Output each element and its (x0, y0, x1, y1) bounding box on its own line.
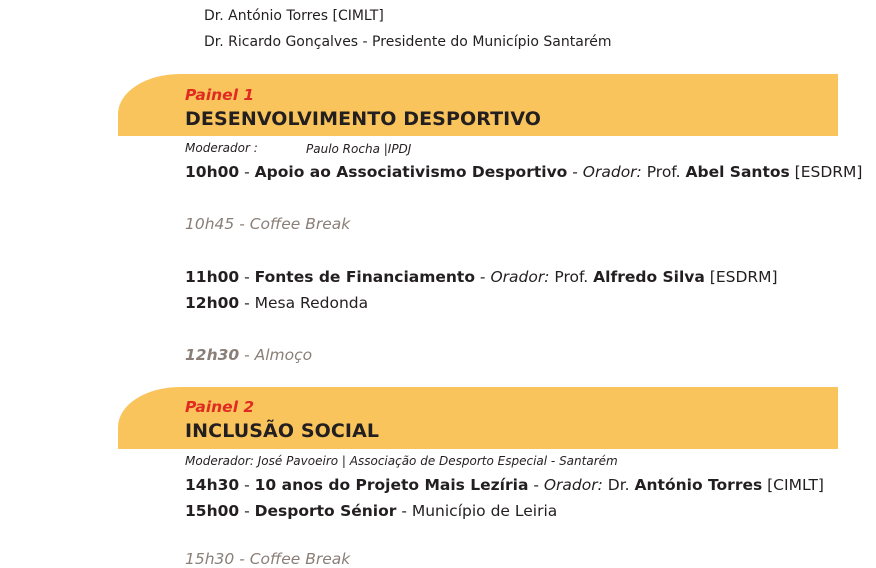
item-separator: - (239, 268, 255, 286)
speaker-name: Alfredo Silva (593, 268, 705, 286)
coffee-break-1045: 10h45 - Coffee Break (185, 215, 351, 233)
speaker-affiliation: [CIMLT] (762, 476, 824, 494)
item-time: 11h00 (185, 268, 240, 286)
item-time: 10h00 (185, 163, 240, 181)
panel-1-title: DESENVOLVIMENTO DESPORTIVO (185, 108, 542, 130)
item-title: 10 anos do Projeto Mais Lezíria (254, 476, 529, 494)
item-title: Desporto Sénior (254, 502, 397, 520)
speaker-prefix: Dr. (602, 476, 635, 494)
schedule-item-1500 (185, 502, 557, 520)
item-title: Apoio ao Associativismo Desportivo (254, 163, 568, 181)
item-time: 12h00 (185, 294, 240, 312)
speaker-affiliation: [ESDRM] (704, 268, 778, 286)
guest-2: Dr. Ricardo Gonçalves - Presidente do Município Santarém (204, 34, 612, 50)
lunch-label: - Almoço (239, 346, 313, 364)
schedule-item-1000 (185, 163, 862, 181)
speaker-label: Orador: (582, 163, 642, 181)
panel-1-moderator-label: Moderador : (185, 141, 258, 155)
panel-2-title: INCLUSÃO SOCIAL (185, 420, 380, 442)
speaker-name: António Torres (634, 476, 763, 494)
item-rest: - Município de Leiria (396, 502, 558, 520)
coffee-break-1530-partial: 15h30 - Coffee Break (185, 550, 351, 568)
item-rest: - Mesa Redonda (239, 294, 369, 312)
lunch-time: 12h30 (185, 346, 240, 364)
guest-1: Dr. António Torres [CIMLT] (204, 8, 384, 24)
item-separator: - (239, 476, 255, 494)
schedule-item-1200 (185, 294, 368, 312)
item-separator: - (474, 268, 491, 286)
item-time: 14h30 (185, 476, 240, 494)
speaker-affiliation: [ESDRM] (789, 163, 863, 181)
schedule-item-1430 (185, 476, 824, 494)
item-title: Fontes de Financiamento (254, 268, 475, 286)
item-time: 15h00 (185, 502, 240, 520)
speaker-label: Orador: (490, 268, 550, 286)
item-separator: - (239, 163, 255, 181)
schedule-item-1100 (185, 268, 778, 286)
item-separator: - (528, 476, 544, 494)
lunch-break-1230 (185, 346, 312, 364)
panel-1-label: Painel 1 (185, 86, 255, 104)
speaker-name: Abel Santos (685, 163, 790, 181)
speaker-prefix: Prof. (641, 163, 686, 181)
speaker-label: Orador: (543, 476, 603, 494)
panel-2-label: Painel 2 (185, 398, 255, 416)
panel-1-moderator-name: Paulo Rocha |IPDJ (306, 142, 412, 156)
item-separator: - (239, 502, 255, 520)
speaker-prefix: Prof. (549, 268, 594, 286)
panel-2-moderator: Moderador: José Pavoeiro | Associação de Desporto Especial - Santarém (185, 454, 618, 468)
item-separator: - (567, 163, 583, 181)
